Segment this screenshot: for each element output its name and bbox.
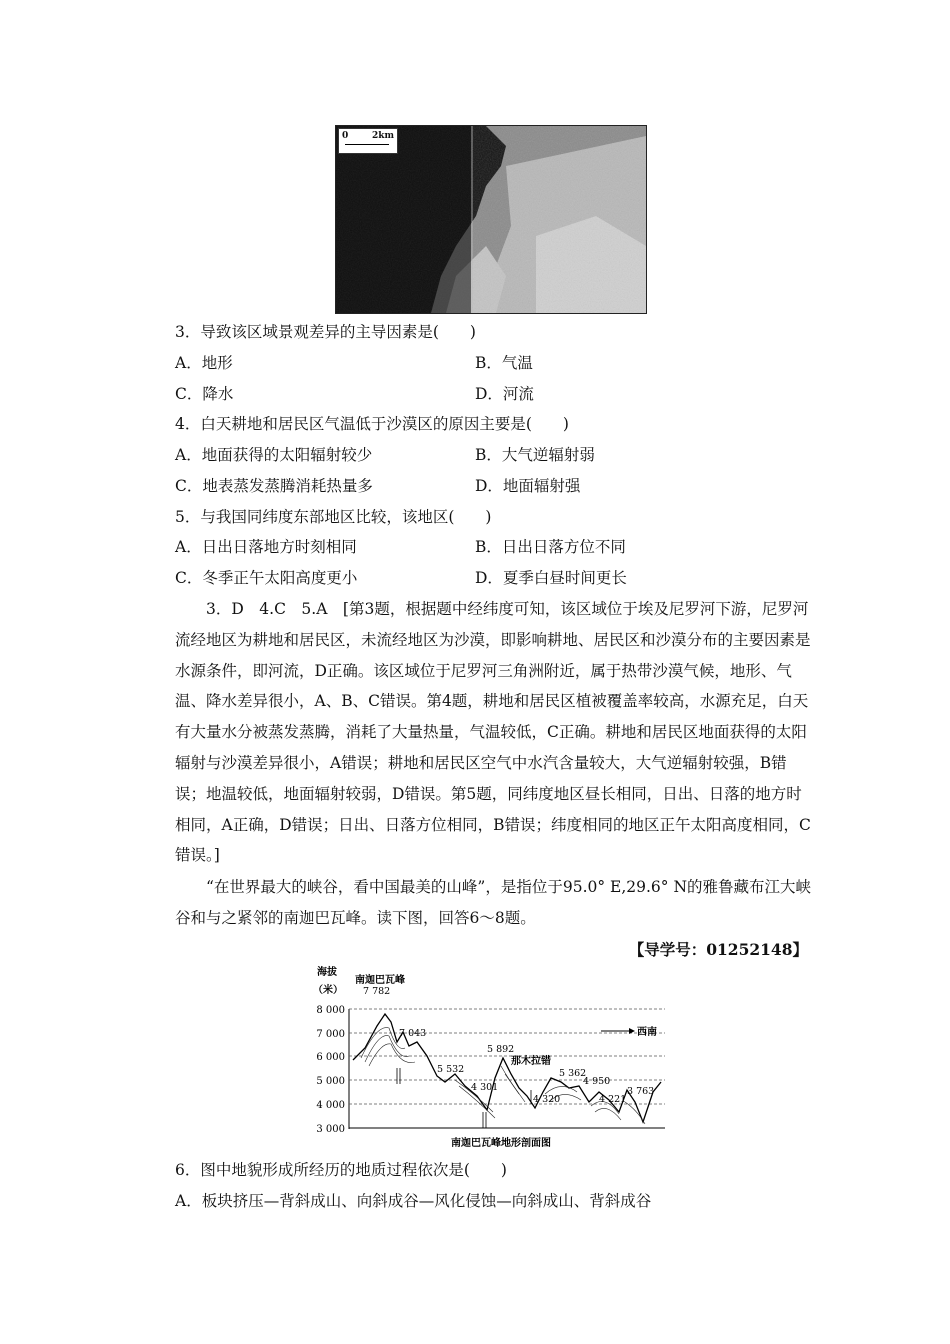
ylabel-2: （米） <box>313 985 343 996</box>
ylabel-1: 海拔 <box>317 967 337 978</box>
elev-4221: 4 221 <box>599 1094 627 1105</box>
intro-paragraph <box>175 872 815 934</box>
q5-option-d: D．夏季白昼时间更长 <box>475 569 627 587</box>
ytick-5000: 5 000 <box>316 1076 345 1087</box>
place-label: 那木拉错 <box>511 1056 551 1067</box>
q3-option-a: A．地形 <box>175 354 233 372</box>
q4-option-d: D．地面辐射强 <box>475 477 581 495</box>
q5-option-b: B．日出日落方位不同 <box>475 538 626 556</box>
ytick-4000: 4 000 <box>316 1100 345 1111</box>
q6-option-a: A．板块挤压—背斜成山、向斜成谷—风化侵蚀—向斜成山、背斜成谷 <box>175 1192 652 1210</box>
intro-text: “在世界最大的峡谷，看中国最美的山峰”，是指位于95.0° E,29.6° N的雅鲁藏布江大峡谷和与之紧邻的南迦巴瓦峰。读下图，回答6～8题。 <box>175 878 812 927</box>
elev-5362: 5 362 <box>559 1068 587 1079</box>
elev-4320: 4 320 <box>533 1094 561 1105</box>
scale-bar <box>338 128 398 154</box>
answer-text: 3．D 4.C 5.A [第3题，根据题中经纬度可知，该区域位于埃及尼罗河下游，尼罗河流经地区为耕地和居民区，未流经地区为沙漠，即影响耕地、居民区和沙漠分布的主要因素是水源条件，即河流，D正确。该区域位于尼罗河三角洲附近，属于热带沙漠气候，地形、气温、降水差异很小，A、B、C错误。第4题，耕地和居民区植被覆盖率较高，水源充足，白天有大量水分被蒸发蒸腾，消耗了大量热量，气温较低，C正确。耕地和居民区地面获得的太阳辐射与沙漠差异很小，A错误；耕地和居民区空气中水汽含量较大，大气逆辐射较强，B错误；地温较低，地面辐射较弱，D错误。第5题，同纬度地区昼长相同，日出、日落的地方时相同，A正确，D错误；日出、日落方位相同，B错误；纬度相同的地区正午太阳高度相同，C错误。] <box>175 600 811 865</box>
satellite-texture <box>336 126 646 313</box>
ytick-7000: 7 000 <box>316 1029 345 1040</box>
terrain-profile-svg <box>305 962 675 1154</box>
elev-7782: 7 782 <box>363 986 391 997</box>
q5-option-c: C．冬季正午太阳高度更小 <box>175 569 358 587</box>
q4-stem: 4．白天耕地和居民区气温低于沙漠区的原因主要是( ) <box>175 415 569 433</box>
satellite-image <box>335 125 647 314</box>
gridlines <box>349 1009 665 1104</box>
ytick-3000: 3 000 <box>316 1124 345 1135</box>
elev-7043: 7 043 <box>399 1028 427 1039</box>
elev-4301: 4 301 <box>471 1082 499 1093</box>
q5-option-a: A．日出日落地方时刻相同 <box>175 538 357 556</box>
elev-5532: 5 532 <box>437 1064 465 1075</box>
q4-option-b: B．大气逆辐射弱 <box>475 446 595 464</box>
fault-lines <box>397 1068 531 1128</box>
q4-option-c: C．地表蒸发蒸腾消耗热量多 <box>175 477 373 495</box>
ytick-6000: 6 000 <box>316 1052 345 1063</box>
study-number: 【导学号：01252148】 <box>628 940 808 959</box>
elev-4950: 4 950 <box>583 1076 611 1087</box>
q3-option-c: C．降水 <box>175 385 234 403</box>
scale-start-label: 0 <box>342 131 349 141</box>
q6-stem: 6．图中地貌形成所经历的地质过程依次是( ) <box>175 1161 507 1179</box>
q5-stem: 5．与我国同纬度东部地区比较，该地区( ) <box>175 508 492 526</box>
elev-5892: 5 892 <box>487 1044 515 1055</box>
ytick-8000: 8 000 <box>316 1005 345 1016</box>
scale-end-label: 2km <box>372 131 395 141</box>
figure-caption: 南迦巴瓦峰地形剖面图 <box>451 1138 551 1149</box>
scale-line <box>345 144 389 145</box>
direction-label: 西南 <box>637 1027 657 1038</box>
q3-option-b: B．气温 <box>475 354 533 372</box>
peak-name: 南迦巴瓦峰 <box>355 975 405 986</box>
q3-stem: 3．导致该区域景观差异的主导因素是( ) <box>175 323 476 341</box>
q4-option-a: A．地面获得的太阳辐射较少 <box>175 446 373 464</box>
answer-explanation <box>175 594 815 871</box>
terrain-profile-figure <box>305 962 675 1154</box>
q3-option-d: D．河流 <box>475 385 534 403</box>
elev-3763: 3 763 <box>627 1086 655 1097</box>
